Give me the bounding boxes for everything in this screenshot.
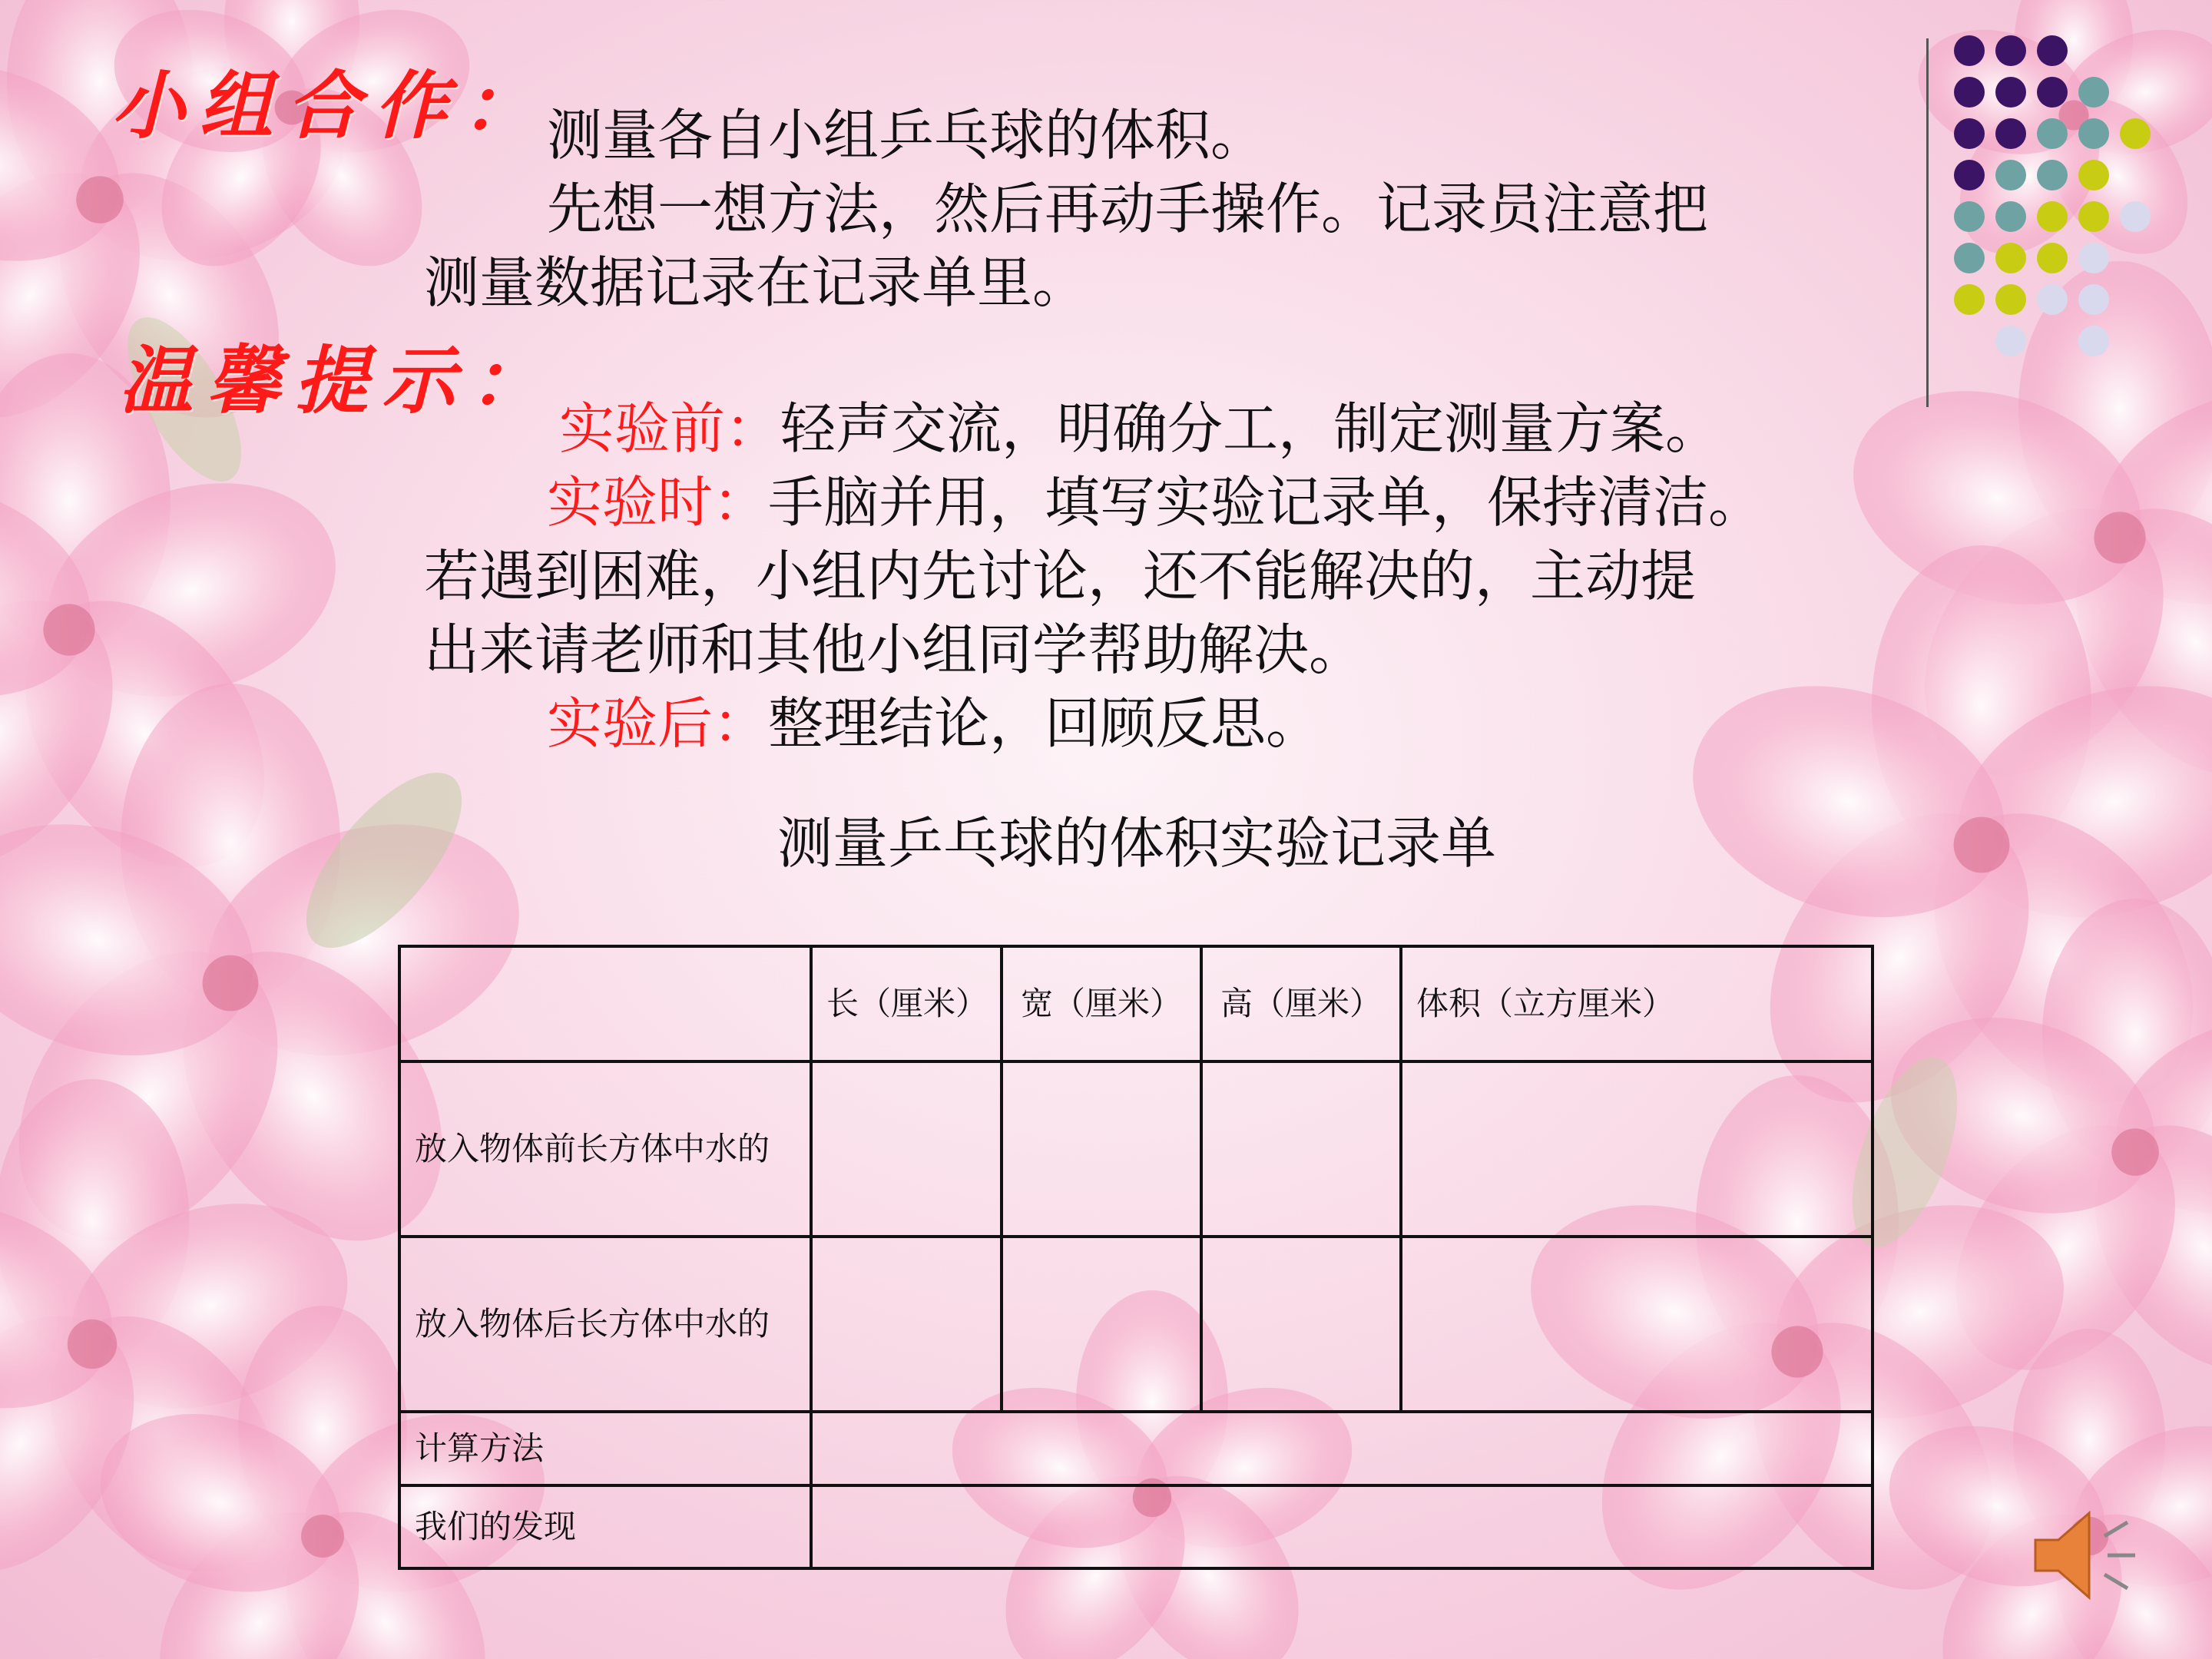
decor-dot: [1954, 35, 1985, 66]
decor-dot: [2120, 118, 2151, 149]
decor-dot: [1954, 284, 1985, 315]
table-cell[interactable]: [811, 1061, 1002, 1237]
decor-dot: [2037, 243, 2068, 273]
tips-heading: 温馨提示：: [119, 337, 557, 424]
header-cell-volume: 体积（立方厘米）: [1401, 946, 1873, 1061]
decor-dot: [1954, 243, 1985, 273]
cooperation-line-3: 测量数据记录在记录单里。: [424, 250, 1088, 315]
decor-dot: [1995, 201, 2026, 232]
tip-during-text: 手脑并用，填写实验记录单，保持清洁。: [768, 470, 1764, 535]
row-label-findings: 我们的发现: [399, 1485, 811, 1568]
table-cell[interactable]: [1002, 1061, 1201, 1237]
header-cell-empty: [399, 946, 811, 1061]
decor-dot: [1954, 118, 1985, 149]
table-row: [399, 1412, 1873, 1485]
decor-dot: [1954, 160, 1985, 190]
table-cell[interactable]: [1401, 1237, 1873, 1412]
tip-before-label: 实验前：: [559, 396, 781, 461]
decor-dot: [1954, 201, 1985, 232]
decor-dot: [2037, 77, 2068, 108]
table-cell[interactable]: [1201, 1237, 1401, 1412]
table-cell[interactable]: [811, 1237, 1002, 1412]
divider-line: [1926, 38, 1929, 407]
decor-dot: [2078, 243, 2109, 273]
row-label-before: 放入物体前长方体中水的: [399, 1061, 811, 1237]
decor-dot: [2037, 284, 2068, 315]
header-cell-length: 长（厘米）: [811, 946, 1002, 1061]
decor-dot: [2037, 201, 2068, 232]
cooperation-line-1: 测量各自小组乒乓球的体积。: [547, 103, 1267, 167]
table-header-row: [399, 946, 1873, 1061]
decor-dot: [2037, 160, 2068, 190]
cooperation-line-2: 先想一想方法，然后再动手操作。记录员注意把: [547, 177, 1709, 241]
decor-dot: [2037, 35, 2068, 66]
table-cell-method[interactable]: [811, 1412, 1873, 1485]
decor-dot: [2120, 201, 2151, 232]
decor-dot: [1995, 77, 2026, 108]
tip-before: [559, 396, 1721, 461]
tip-after-text: 整理结论，回顾反思。: [768, 691, 1322, 756]
decor-dot: [1995, 326, 2026, 356]
table-row: [399, 1485, 1873, 1568]
decor-dot: [2078, 160, 2109, 190]
table-row: [399, 1237, 1873, 1412]
table-cell[interactable]: [1401, 1061, 1873, 1237]
decor-dot: [2078, 284, 2109, 315]
row-label-after: 放入物体后长方体中水的: [399, 1237, 811, 1412]
tip-after: [547, 691, 1322, 756]
header-cell-width: 宽（厘米）: [1002, 946, 1201, 1061]
table-cell-findings[interactable]: [811, 1485, 1873, 1568]
record-table: [398, 945, 1874, 1570]
table-cell[interactable]: [1201, 1061, 1401, 1237]
tip-during-cont-2: 出来请老师和其他小组同学帮助解决。: [424, 618, 1365, 682]
tip-during-cont-1: 若遇到困难，小组内先讨论，还不能解决的，主动提: [424, 544, 1697, 608]
cooperation-heading: 小组合作：: [111, 62, 549, 149]
speaker-icon[interactable]: [2028, 1505, 2143, 1605]
decor-dot: [2078, 118, 2109, 149]
decor-dot: [2078, 326, 2109, 356]
decor-dot: [1995, 160, 2026, 190]
decor-dot: [1954, 77, 1985, 108]
decor-dot: [2078, 201, 2109, 232]
decor-dot: [2078, 77, 2109, 108]
decor-dot: [1995, 284, 2026, 315]
decor-dot: [2037, 118, 2068, 149]
tip-during: [547, 470, 1764, 535]
tip-during-label: 实验时：: [547, 470, 769, 535]
tip-before-text: 轻声交流，明确分工，制定测量方案。: [780, 396, 1721, 461]
header-cell-height: 高（厘米）: [1201, 946, 1401, 1061]
row-label-method: 计算方法: [399, 1412, 811, 1485]
table-row: [399, 1061, 1873, 1237]
table-title: 测量乒乓球的体积实验记录单: [777, 811, 1496, 876]
decor-dot: [1995, 35, 2026, 66]
dot-grid-decoration: [1951, 31, 2181, 369]
tip-after-label: 实验后：: [547, 691, 769, 756]
decor-dot: [1995, 118, 2026, 149]
decor-dot: [1995, 243, 2026, 273]
table-cell[interactable]: [1002, 1237, 1201, 1412]
